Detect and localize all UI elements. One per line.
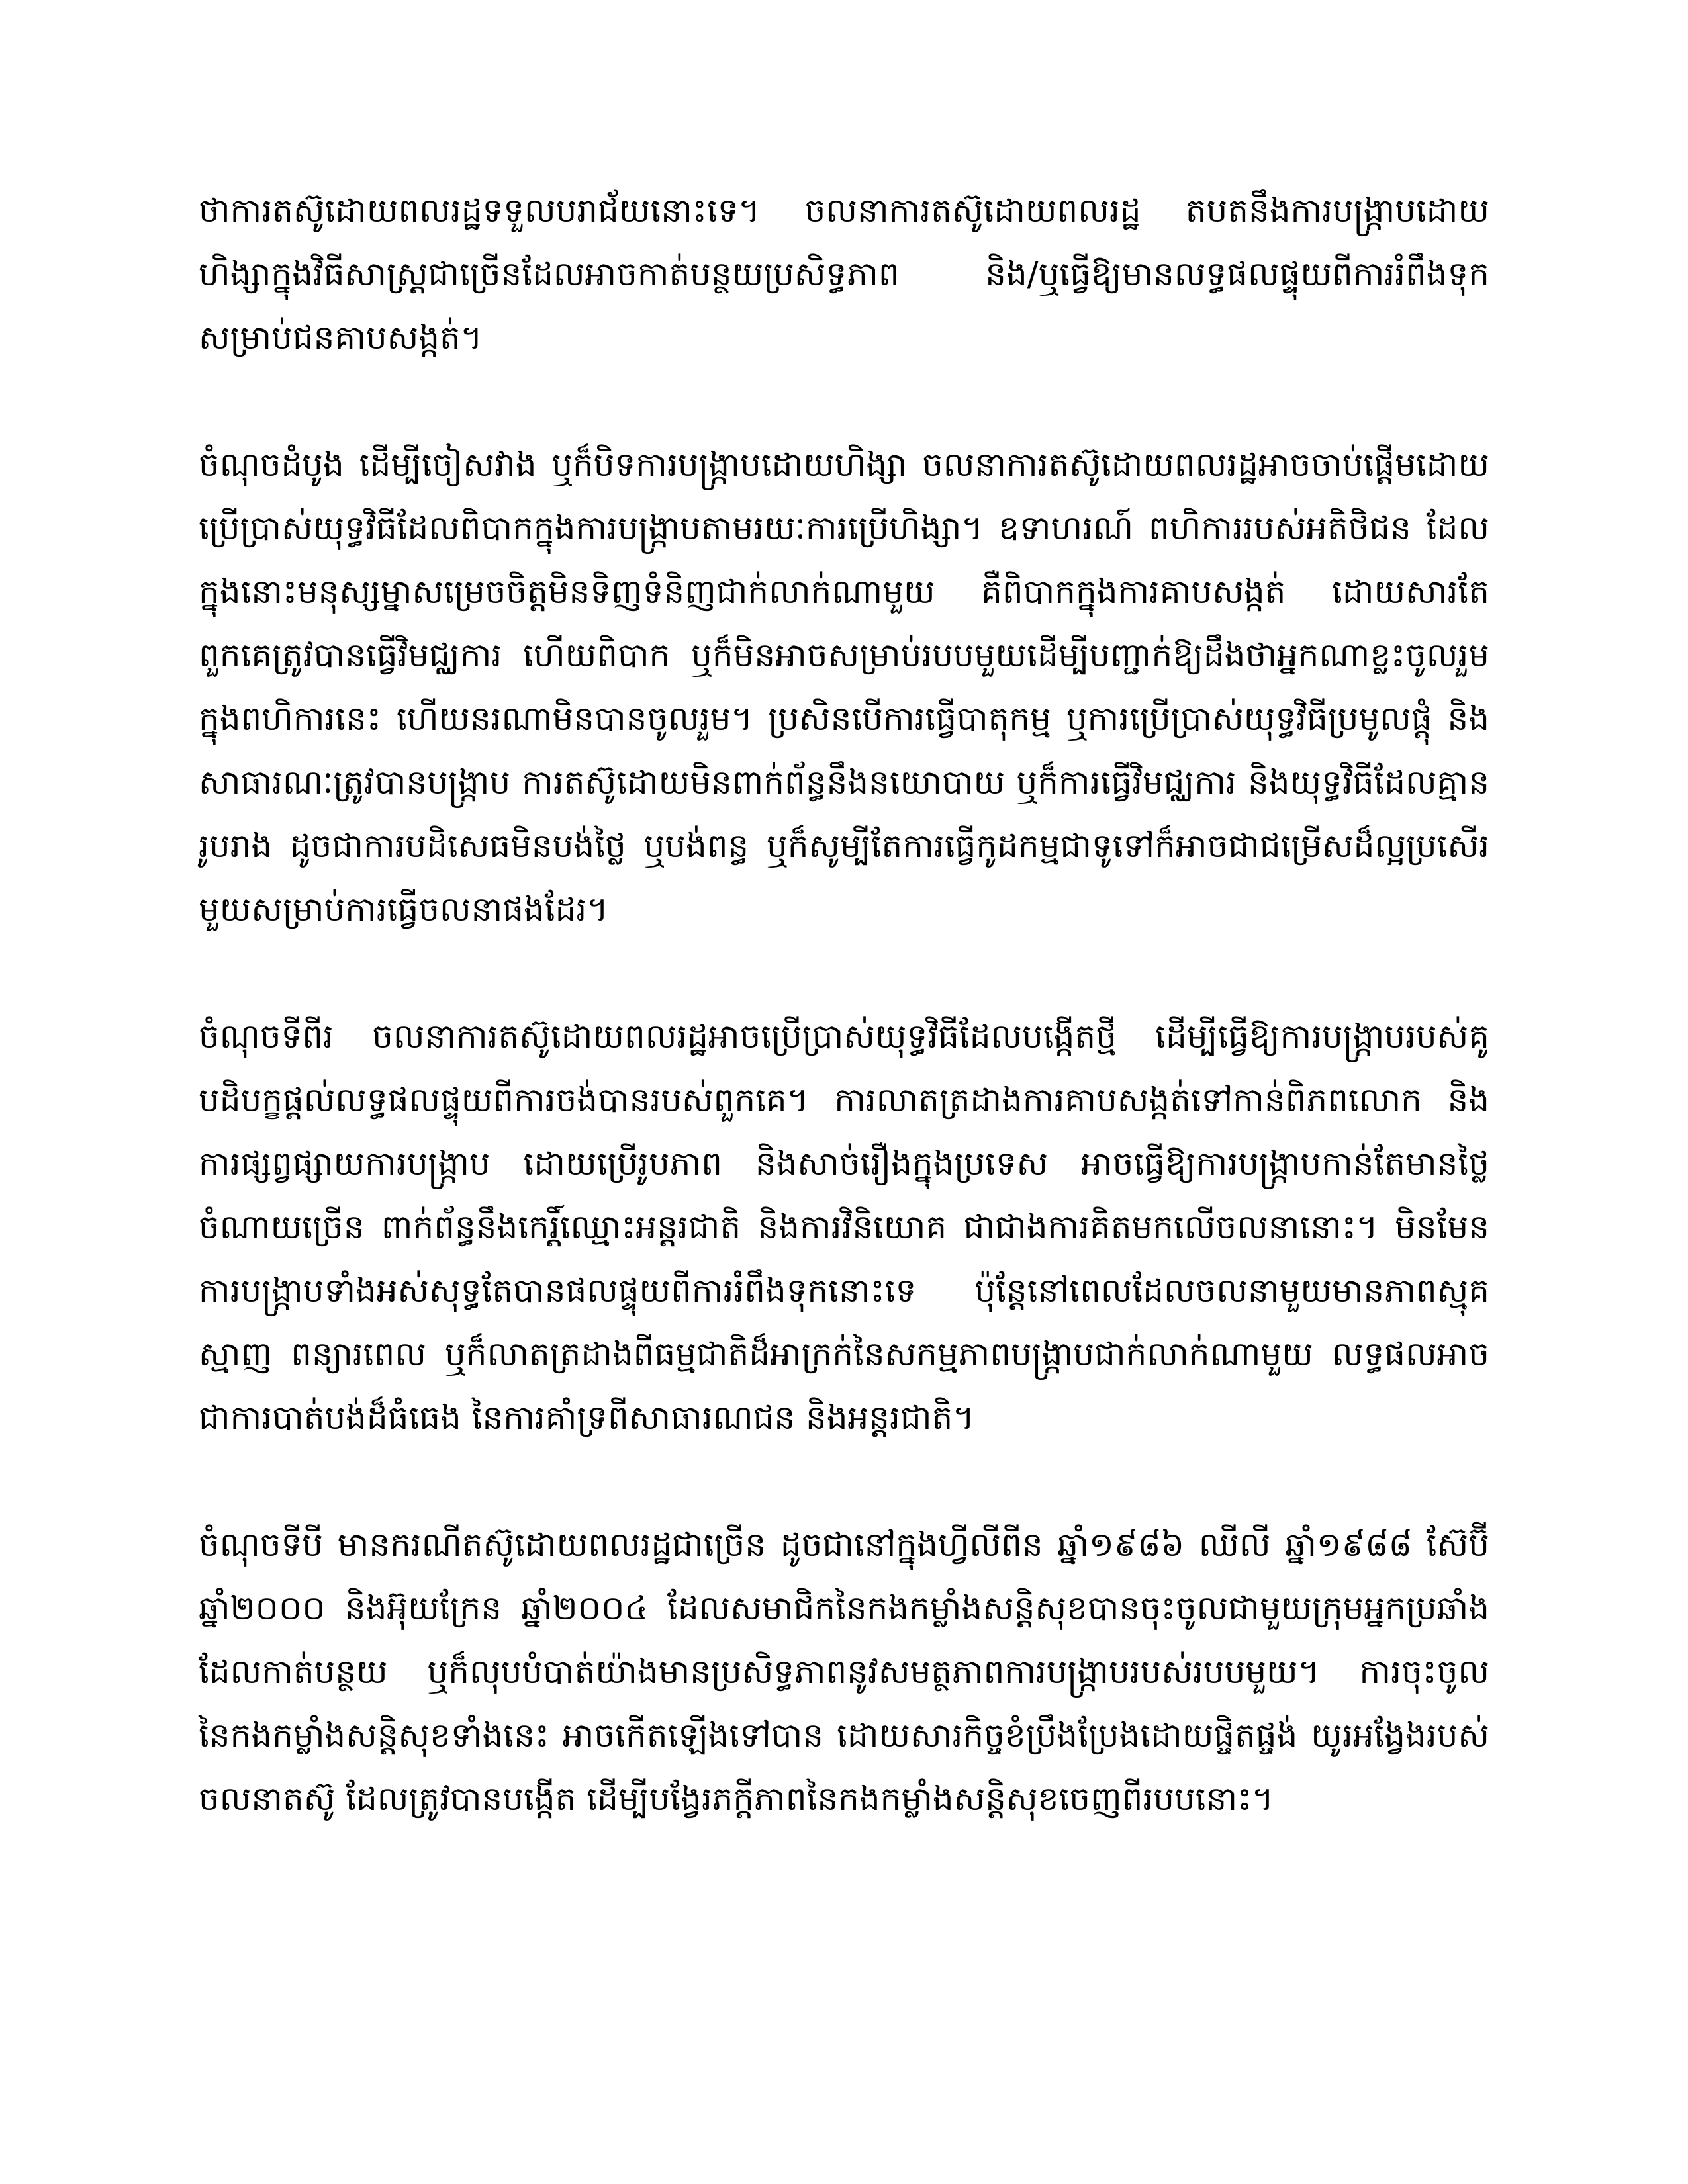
paragraph-4: ចំណុចទីបី មានករណីតស៊ូដោយពលរដ្ឋជាច្រើន ដូចជានៅក្នុងហ្វីលីពីន ឆ្នាំ១៩៨៦ ឈីលី ឆ្នាំ១៩៨៨ ស៊ែប៊ី ឆ្នាំ២០០០ និងអ៊ុយក្រែន ឆ្នាំ២០០៤ ដែលសមាជិកនៃកងកម្លាំងសន្តិសុខបានចុះចូលជាមួយក្រុមអ្នកប្រឆាំង ដែលកាត់បន្ថយ ឬក៏លុបបំបាត់យ៉ាងមានប្រសិទ្ធភាពនូវសមត្ថភាពការបង្ក្រាបរបស់របបមួយ។ ការចុះចូលនៃកងកម្លាំងសន្តិសុខទាំងនេះ អាចកើតឡើងទៅបាន ដោយសារកិច្ចខំប្រឹងប្រែងដោយផ្ចិតផ្ចង់ យូរអង្វែងរបស់ចលនាតស៊ូ ដែលត្រូវបានបង្កើត ដើម្បីបង្វែរភក្តីភាពនៃកងកម្លាំងសន្តិសុខចេញពីរបបនោះ។: [199, 1525, 1489, 1818]
document-body: [199, 179, 1489, 1831]
paragraph-1: ថាការតស៊ូដោយពលរដ្ឋទទួលបរាជ័យនោះទេ។ ចលនាការតស៊ូដោយពលរដ្ឋ តបតនឹងការបង្ក្រាបដោយហិង្សាក្នុងវិធីសាស្រ្តជាច្រើនដែលអាចកាត់បន្ថយប្រសិទ្ធភាព និង/ឬធ្វើឱ្យមានលទ្ធផលផ្ទុយពីការរំពឹងទុកសម្រាប់ជនគាបសង្កត់។: [199, 191, 1489, 357]
paragraph-2: ចំណុចដំបូង ដើម្បីចៀសវាង ឬក៏បិទការបង្ក្រាបដោយហិង្សា ចលនាការតស៊ូដោយពលរដ្ឋអាចចាប់ផ្តើមដោយប្រើប្រាស់យុទ្ធវិធីដែលពិបាកក្នុងការបង្ក្រាបតាមរយៈការប្រើហិង្សា។ ឧទាហរណ៍ ពហិការរបស់អតិថិជន ដែលក្នុងនោះមនុស្សម្នាសម្រេចចិត្តមិនទិញទំនិញជាក់លាក់ណាមួយ គឺពិបាកក្នុងការគាបសង្កត់ ដោយសារតែពួកគេត្រូវបានធ្វើវិមជ្ឈការ ហើយពិបាក ឬក៏មិនអាចសម្រាប់របបមួយដើម្បីបញ្ជាក់ឱ្យដឹងថាអ្នកណាខ្លះចូលរួមក្នុងពហិការនេះ ហើយនរណាមិនបានចូលរួម។ ប្រសិនបើការធ្វើបាតុកម្ម ឬការប្រើប្រាស់យុទ្ធវិធីប្រមូលផ្តុំ និងសាធារណៈត្រូវបានបង្ក្រាប ការតស៊ូដោយមិនពាក់ព័ន្ធនឹងនយោបាយ ឬក៏ការធ្វើវិមជ្ឈការ និងយុទ្ធវិធីដែលគ្មានរូបរាង ដូចជាការបដិសេធមិនបង់ថ្លៃ ឬបង់ពន្ធ ឬក៏សូម្បីតែការធ្វើកូដកម្មជាទូទៅក៏អាចជាជម្រើសដ៏ល្អប្រសើរមួយសម្រាប់ការធ្វើចលនាផងដែរ។: [199, 445, 1489, 929]
paragraph-3: ចំណុចទីពីរ ចលនាការតស៊ូដោយពលរដ្ឋអាចប្រើប្រាស់យុទ្ធវិធីដែលបង្កើតថ្មី ដើម្បីធ្វើឱ្យការបង្ក្រាបរបស់គូបដិបក្ខផ្តល់លទ្ធផលផ្ទុយពីការចង់បានរបស់ពួកគេ។ ការលាតត្រដាងការគាបសង្កត់ទៅកាន់ពិភពលោក និងការផ្សព្វផ្សាយការបង្ក្រាប ដោយប្រើរូបភាព និងសាច់រឿងក្នុងប្រទេស អាចធ្វើឱ្យការបង្ក្រាបកាន់តែមានថ្លៃចំណាយច្រើន ពាក់ព័ន្ធនឹងកេរ្តិ៍ឈ្មោះអន្តរជាតិ និងការវិនិយោគ ជាជាងការគិតមកលើចលនានោះ។ មិនមែនការបង្ក្រាបទាំងអស់សុទ្ធតែបានផលផ្ទុយពីការរំពឹងទុកនោះទេ ប៉ុន្តែនៅពេលដែលចលនាមួយមានភាពស្មុគស្មាញ ពន្យារពេល ឬក៏លាតត្រដាងពីធម្មជាតិដ៏អាក្រក់នៃសកម្មភាពបង្ក្រាបជាក់លាក់ណាមួយ លទ្ធផលអាចជាការបាត់បង់ដ៏ធំធេង នៃការគាំទ្រពីសាធារណជន និងអន្តរជាតិ។: [199, 1017, 1489, 1437]
